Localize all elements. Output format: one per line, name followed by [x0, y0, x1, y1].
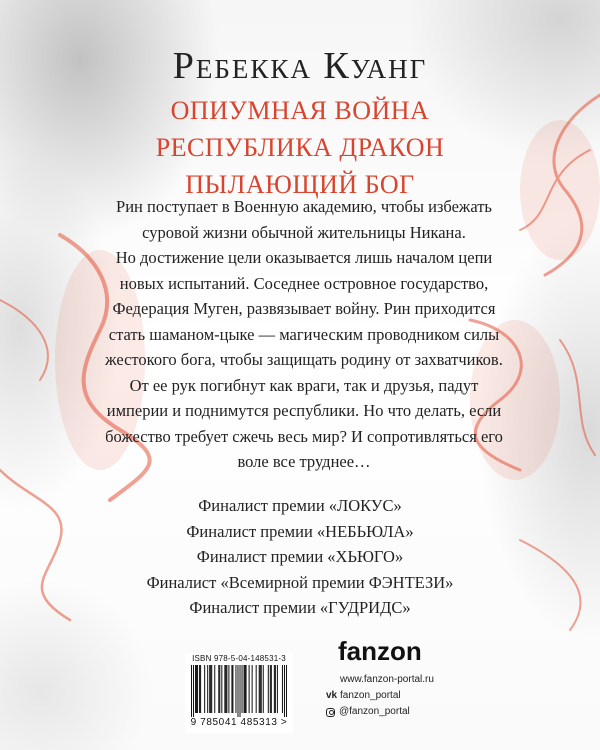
blurb-line: жестокого бога, чтобы защищать родину от захватчиков.: [105, 350, 503, 369]
barcode: [191, 665, 287, 717]
barcode-bar: [191, 665, 192, 717]
barcode-bar: [270, 665, 271, 713]
award-item: Финалист премии «ГУДРИДС»: [189, 598, 411, 617]
barcode-bar: [200, 665, 201, 713]
instagram-icon: [326, 708, 335, 717]
barcode-bar: [237, 665, 238, 717]
award-item: Финалист «Всемирной премии ФЭНТЕЗИ»: [146, 572, 454, 592]
barcode-bar: [261, 665, 262, 713]
barcode-bar: [249, 665, 250, 713]
barcode-bar: [209, 665, 210, 713]
instagram-text: @fanzon_portal: [339, 706, 410, 717]
barcode-bar: [286, 665, 287, 717]
instagram-row: [326, 704, 434, 720]
smoke-wisp: [560, 340, 595, 455]
website-row: [326, 672, 434, 688]
barcode-bar: [263, 665, 264, 713]
barcode-bar: [225, 665, 226, 713]
series-titles: [0, 92, 600, 203]
barcode-bar: [196, 665, 197, 713]
barcode-block: [185, 653, 293, 733]
vk-text: fanzon_portal: [340, 690, 401, 701]
barcode-bar: [284, 665, 285, 717]
blurb-line: Но достижение цели оказывается лишь началом цепи: [115, 248, 493, 267]
barcode-bar: [275, 665, 276, 713]
barcode-bar: [245, 665, 246, 713]
barcode-bar: [228, 665, 229, 713]
barcode-bar: [199, 665, 200, 713]
blurb-line: новых испытаний. Соседнее островное государство,: [119, 273, 489, 293]
isbn-text: ISBN 978-5-04-148531-3: [192, 654, 286, 663]
barcode-bar: [240, 665, 241, 717]
barcode-bar: [252, 665, 253, 713]
blurb-line: Федерация Муген, развязывает войну. Рин приходится: [112, 299, 496, 318]
award-item: Финалист премии «ХЬЮГО»: [196, 547, 404, 566]
barcode-bar: [259, 665, 260, 713]
blurb-line: империи и поднимутся республики. Но что делать, если: [106, 401, 502, 420]
blurb-line: суровой жизни обычной жительницы Никана.: [142, 222, 466, 242]
barcode-bar: [271, 665, 272, 713]
barcode-bar: [195, 665, 196, 713]
barcode-bar: [226, 665, 227, 713]
series-title-2: РЕСПУБЛИКА ДРАКОН: [155, 133, 445, 162]
barcode-bar: [211, 665, 212, 713]
blurb-line: Рин поступает в Военную академию, чтобы избежать: [116, 197, 492, 216]
barcode-bar: [282, 665, 283, 713]
book-blurb: [84, 194, 524, 475]
barcode-bar: [268, 665, 269, 713]
barcode-bar: [256, 665, 257, 713]
barcode-number: 9 785041 485313 >: [190, 717, 288, 728]
barcode-bar: [231, 665, 232, 713]
barcode-bar: [277, 665, 278, 713]
series-title-3: ПЫЛАЮЩИЙ БОГ: [185, 170, 415, 199]
barcode-bar: [221, 665, 222, 713]
smoke-wisp: [0, 300, 48, 380]
publisher-contacts: [326, 672, 434, 720]
blurb-line: стать шаманом-цыке — магическим проводником силы: [108, 324, 500, 344]
publisher-logo: fanzon: [338, 636, 422, 666]
award-item: Финалист премии «НЕБЬЮЛА»: [186, 521, 414, 541]
barcode-bar: [224, 665, 225, 713]
website-text: www.fanzon-portal.ru: [340, 674, 434, 685]
barcode-bar: [246, 665, 247, 713]
barcode-bar: [218, 665, 219, 713]
award-item: Финалист премии «ЛОКУС»: [198, 496, 402, 515]
awards-list: [0, 493, 600, 621]
series-title-1: ОПИУМНАЯ ВОЙНА: [170, 96, 430, 125]
barcode-bar: [219, 665, 220, 713]
barcode-bar: [274, 665, 275, 713]
barcode-bar: [242, 665, 243, 713]
barcode-bar: [193, 665, 194, 717]
author-name: Ребекка Куанг: [172, 45, 428, 87]
blurb-line: воле все труднее…: [237, 452, 371, 471]
barcode-bar: [232, 665, 233, 713]
barcode-bar: [214, 665, 215, 713]
barcode-bar: [207, 665, 208, 713]
barcode-bar: [244, 665, 245, 713]
vk-row: [326, 688, 434, 704]
vk-icon: vk: [326, 690, 338, 701]
blurb-line: божество требует сжечь весь мир? И сопротивляться его: [105, 426, 503, 446]
blurb-line: От ее рук погибнут как враги, так и друзья, падут: [129, 375, 479, 395]
barcode-bar: [197, 665, 198, 713]
barcode-bar: [210, 665, 211, 713]
barcode-bar: [260, 665, 261, 713]
barcode-bar: [204, 665, 205, 713]
barcode-bar: [235, 665, 236, 713]
